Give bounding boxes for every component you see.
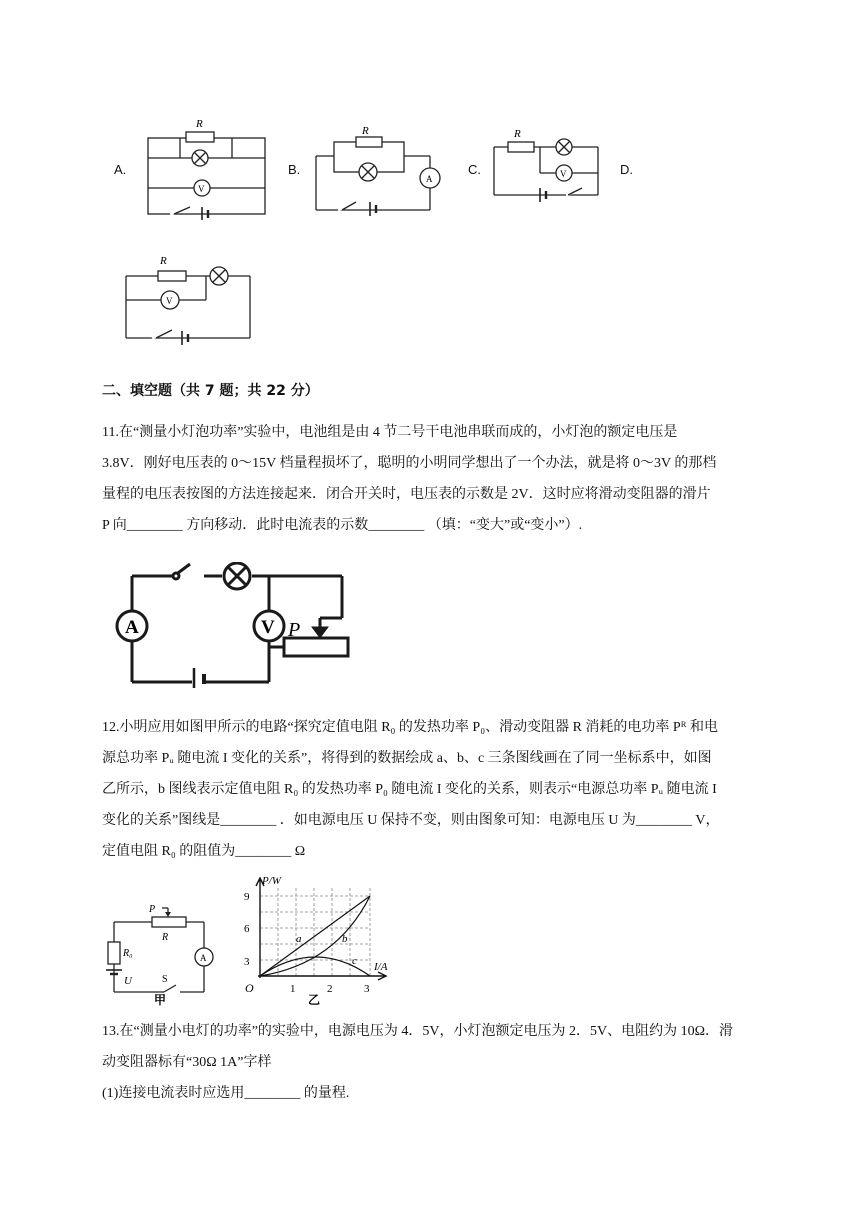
svg-text:3: 3: [364, 983, 370, 995]
circuit-option-b: [312, 122, 452, 217]
q12-line: 定值电阻 R₀ 的阻值为________ Ω: [102, 844, 306, 859]
svg-text:1: 1: [290, 983, 296, 995]
q11-line: 3.8V．刚好电压表的 0～15V 档量程损坏了，聪明的小明同学想出了一个办法，就是将 0～3V 的那档: [102, 456, 717, 471]
q12-line: 乙所示，b 图线表示定值电阻 R₀ 的发热功率 P₀ 随电流 I 变化的关系，则表示“电源总功率 Pᵤ 随电流 I: [102, 782, 717, 797]
svg-text:V: V: [560, 169, 567, 179]
question-13: [102, 1016, 782, 1109]
svg-text:R₀: R₀: [123, 948, 133, 959]
option-b-label: B.: [288, 162, 301, 177]
circuit-option-d: [122, 250, 254, 350]
svg-text:3: 3: [244, 956, 250, 968]
graph-figure-yi: [236, 874, 396, 1006]
q11-line: 量程的电压表按图的方法连接起来．闭合开关时，电压表的示数是 2V．这时应将滑动变阻器的滑片: [102, 487, 711, 502]
svg-text:V: V: [261, 617, 275, 638]
section-heading: 二、填空题（共 7 题；共 22 分）: [102, 383, 319, 399]
option-c-label: C.: [468, 162, 481, 177]
q12-line: 变化的关系”图线是________ ．如电源电压 U 保持不变，则由图象可知：电源电压 U 为________ V，: [102, 813, 720, 828]
svg-text:R: R: [160, 255, 167, 267]
circuit-option-a: [140, 110, 270, 220]
q13-line: 13.在“测量小电灯的功率”的实验中，电源电压为 4．5V，小灯泡额定电压为 2．5V、电阻约为 10Ω．滑: [102, 1024, 734, 1039]
svg-text:V: V: [198, 184, 205, 194]
q11-line: P 向________ 方向移动．此时电流表的示数________ （填：“变大”或“变小”）.: [102, 518, 583, 533]
svg-text:P/W: P/W: [262, 875, 281, 887]
svg-text:I/A: I/A: [374, 961, 388, 973]
svg-text:A: A: [125, 617, 139, 638]
q12-line: 12.小明应用如图甲所示的电路“探究定值电阻 R₀ 的发热功率 P₀、滑动变阻器 R 消耗的电功率 Pᴿ 和电: [102, 720, 718, 735]
q11-line: 11.在“测量小灯泡功率”实验中，电池组是由 4 节二号干电池串联而成的，小灯泡的额定电压是: [102, 425, 678, 440]
svg-text:R: R: [196, 118, 203, 130]
q13-line: (1)连接电流表时应选用________ 的量程.: [102, 1086, 350, 1101]
svg-text:U: U: [124, 975, 132, 987]
question-12: [102, 712, 782, 867]
circuit-figure-jia: [104, 900, 224, 1006]
svg-text:P: P: [149, 904, 156, 915]
svg-text:P: P: [288, 619, 301, 641]
svg-text:b: b: [342, 933, 348, 945]
option-d-label: D.: [620, 162, 633, 177]
svg-text:S: S: [162, 974, 168, 985]
svg-text:a: a: [296, 933, 302, 945]
svg-text:9: 9: [244, 891, 250, 903]
svg-text:6: 6: [244, 923, 250, 935]
svg-text:R: R: [362, 125, 369, 137]
q12-line: 源总功率 Pᵤ 随电流 I 变化的关系”，将得到的数据绘成 a、b、c 三条图线画在了同一坐标系中，如图: [102, 751, 712, 766]
svg-text:c: c: [352, 955, 357, 967]
svg-text:O: O: [245, 981, 254, 995]
svg-text:2: 2: [327, 983, 333, 995]
question-11: [102, 417, 782, 541]
svg-text:R: R: [514, 128, 521, 140]
option-a-label: A.: [114, 162, 127, 177]
q13-line: 动变阻器标有“30Ω 1A”字样: [102, 1055, 272, 1070]
svg-text:A: A: [200, 953, 207, 963]
svg-text:R: R: [162, 932, 169, 943]
svg-text:A: A: [426, 174, 433, 184]
svg-text:甲: 甲: [154, 993, 167, 1006]
svg-text:乙: 乙: [308, 993, 321, 1006]
circuit-option-c: [490, 125, 605, 205]
svg-text:V: V: [166, 296, 173, 306]
circuit-q11: [114, 562, 354, 690]
